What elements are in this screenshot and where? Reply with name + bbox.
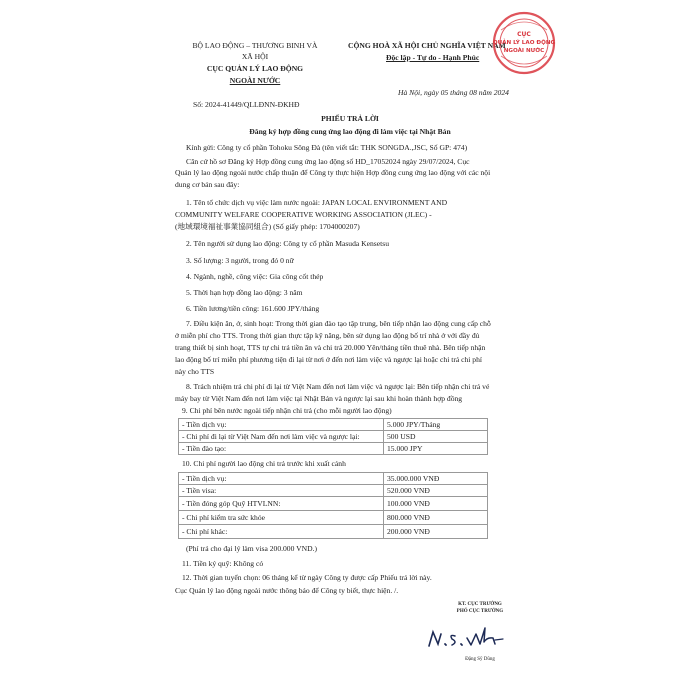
svg-text:CỤC: CỤC (517, 31, 531, 38)
item-11: 11. Tiền ký quỹ: Không có (182, 559, 264, 568)
table-row (179, 443, 488, 455)
table-foreign-costs (178, 418, 488, 455)
official-seal-icon (491, 10, 557, 76)
cost-value: 200.000 VNĐ (384, 525, 488, 539)
cost-label: - Chi phí đi lại từ Việt Nam đến nơi làm việc và ngược lại: (179, 431, 384, 443)
item-7-line-5: này cho TTS (175, 367, 215, 376)
recipient-line: Kính gửi: Công ty cổ phần Tohoku Sông Đà (tên viết tắt: THK SONGDA.,JSC, Số GP: 474) (186, 143, 468, 152)
item-5: 5. Thời hạn hợp đồng lao động: 3 năm (186, 288, 303, 297)
issue-date: Hà Nội, ngày 05 tháng 08 năm 2024 (398, 88, 509, 97)
cost-label: - Tiền visa: (179, 485, 384, 497)
cost-label: - Tiền dịch vụ: (179, 419, 384, 431)
table-worker-costs (178, 472, 488, 539)
signer-title-1: KT. CỤC TRƯỞNG (458, 602, 502, 607)
intro-line-1: Căn cứ hồ sơ Đăng ký Hợp đồng cung ứng lao động số HD_17052024 ngày 29/07/2024, Cục (186, 157, 470, 166)
cost-value: 15.000 JPY (384, 443, 488, 455)
department-line-1: CỤC QUẢN LÝ LAO ĐỘNG (206, 64, 304, 73)
visa-note: (Phí trả cho đại lý làm visa 200.000 VND.) (186, 544, 318, 553)
item-8-line-1: 8. Trách nhiệm trả chi phí đi lại từ Việt Nam đến nơi làm việc và ngược lại: Bên tiếp nhận chi trả vé (186, 382, 490, 391)
document-title: PHIẾU TRẢ LỜI (321, 114, 379, 123)
signer-title-2: PHÓ CỤC TRƯỞNG (456, 609, 504, 614)
cost-label: - Tiền đóng góp Quỹ HTVLNN: (179, 497, 384, 511)
nation-title: CỘNG HOÀ XÃ HỘI CHỦ NGHĨA VIỆT NAM (348, 41, 506, 50)
item-7-line-2: ở miễn phí cho TTS. Trong thời gian thực tập kỹ năng, bên sử dụng lao động bố trí nhà ở với đầy đủ (175, 331, 480, 340)
table-row (179, 511, 488, 525)
item-3: 3. Số lượng: 3 người, trong đó 0 nữ (186, 256, 294, 265)
cost-label: - Chi phí kiểm tra sức khỏe (179, 511, 384, 525)
handwritten-signature-icon (425, 622, 535, 652)
item-7-line-4: lao động bố trí miễn phí phương tiện đi lại từ nơi ở đến nơi làm việc và ngược lại hoặc chi trả chi phí (175, 355, 482, 364)
intro-line-3: dung cơ bản sau đây: (175, 180, 240, 189)
cost-value: 520.000 VNĐ (384, 485, 488, 497)
item-10: 10. Chi phí người lao động chi trả trước khi xuất cảnh (182, 459, 346, 468)
table-row (179, 419, 488, 431)
table-row (179, 485, 488, 497)
document-number: Số: 2024-41449/QLLĐNN-ĐKHĐ (193, 100, 300, 109)
item-9: 9. Chi phí bên nước ngoài tiếp nhận chi trả (cho mỗi người lao động) (182, 406, 392, 415)
item-6: 6. Tiền lương/tiền công: 161.600 JPY/tháng (186, 304, 320, 313)
cost-label: - Chi phí khác: (179, 525, 384, 539)
item-1-line-2: COMMUNITY WELFARE COOPERATIVE WORKING ASSOCIATION (JLEC) - (175, 210, 432, 219)
item-1-line-3: (地域環境福祉事業協同組合) (Số giấy phép: 1704000207) (175, 222, 360, 231)
ministry-line-2: XÃ HỘI (241, 52, 269, 61)
item-1-line-1: 1. Tên tổ chức dịch vụ việc làm nước ngoài: JAPAN LOCAL ENVIRONMENT AND (186, 198, 448, 207)
item-4: 4. Ngành, nghề, công việc: Gia công cốt thép (186, 272, 324, 281)
ministry-line-1: BỘ LAO ĐỘNG – THƯƠNG BINH VÀ (192, 41, 318, 50)
item-8-line-2: máy bay từ Việt Nam đến nơi làm việc tại Nhật Bản và ngược lại sau khi hoàn thành hợp đồng (175, 394, 463, 403)
svg-text:QUẢN LÝ LAO ĐỘNG: QUẢN LÝ LAO ĐỘNG (492, 40, 556, 46)
table-row (179, 497, 488, 511)
table-row (179, 473, 488, 485)
closing-line: Cục Quản lý lao động ngoài nước thông báo để Công ty biết, thực hiện. /. (175, 586, 399, 595)
department-line-2: NGOÀI NƯỚC (229, 76, 281, 85)
cost-value: 500 USD (384, 431, 488, 443)
item-7-line-3: trang thiết bị sinh hoạt, TTS tự chi trả tiền ăn và chi trả 20.000 Yên/tháng tiền thuê nhà. Bên tiếp nhận (175, 343, 486, 352)
item-2: 2. Tên người sử dụng lao động: Công ty cổ phần Masuda Kensetsu (186, 239, 389, 248)
cost-value: 5.000 JPY/Tháng (384, 419, 488, 431)
nation-motto: Độc lập - Tự do - Hạnh Phúc (386, 53, 480, 62)
svg-text:NGOÀI NƯỚC: NGOÀI NƯỚC (503, 48, 545, 54)
cost-value: 800.000 VNĐ (384, 511, 488, 525)
cost-value: 35.000.000 VNĐ (384, 473, 488, 485)
document-subtitle: Đăng ký hợp đồng cung ứng lao động đi làm việc tại Nhật Bản (249, 127, 451, 136)
table-row (179, 431, 488, 443)
cost-label: - Tiền dịch vụ: (179, 473, 384, 485)
item-12: 12. Thời gian tuyển chọn: 06 tháng kể từ ngày Công ty được cấp Phiếu trả lời này. (182, 573, 432, 582)
cost-label: - Tiền đào tạo: (179, 443, 384, 455)
item-7-line-1: 7. Điều kiện ăn, ở, sinh hoạt: Trong thời gian đào tạo tập trung, bên tiếp nhận lao động cung cấp chỗ (186, 319, 491, 328)
signer-name: Đặng Sỹ Dũng (465, 657, 495, 662)
intro-line-2: Quản lý lao động ngoài nước chấp thuận để Công ty thực hiện Hợp đồng cung ứng lao động với các nội (175, 168, 491, 177)
table-row (179, 525, 488, 539)
cost-value: 100.000 VNĐ (384, 497, 488, 511)
